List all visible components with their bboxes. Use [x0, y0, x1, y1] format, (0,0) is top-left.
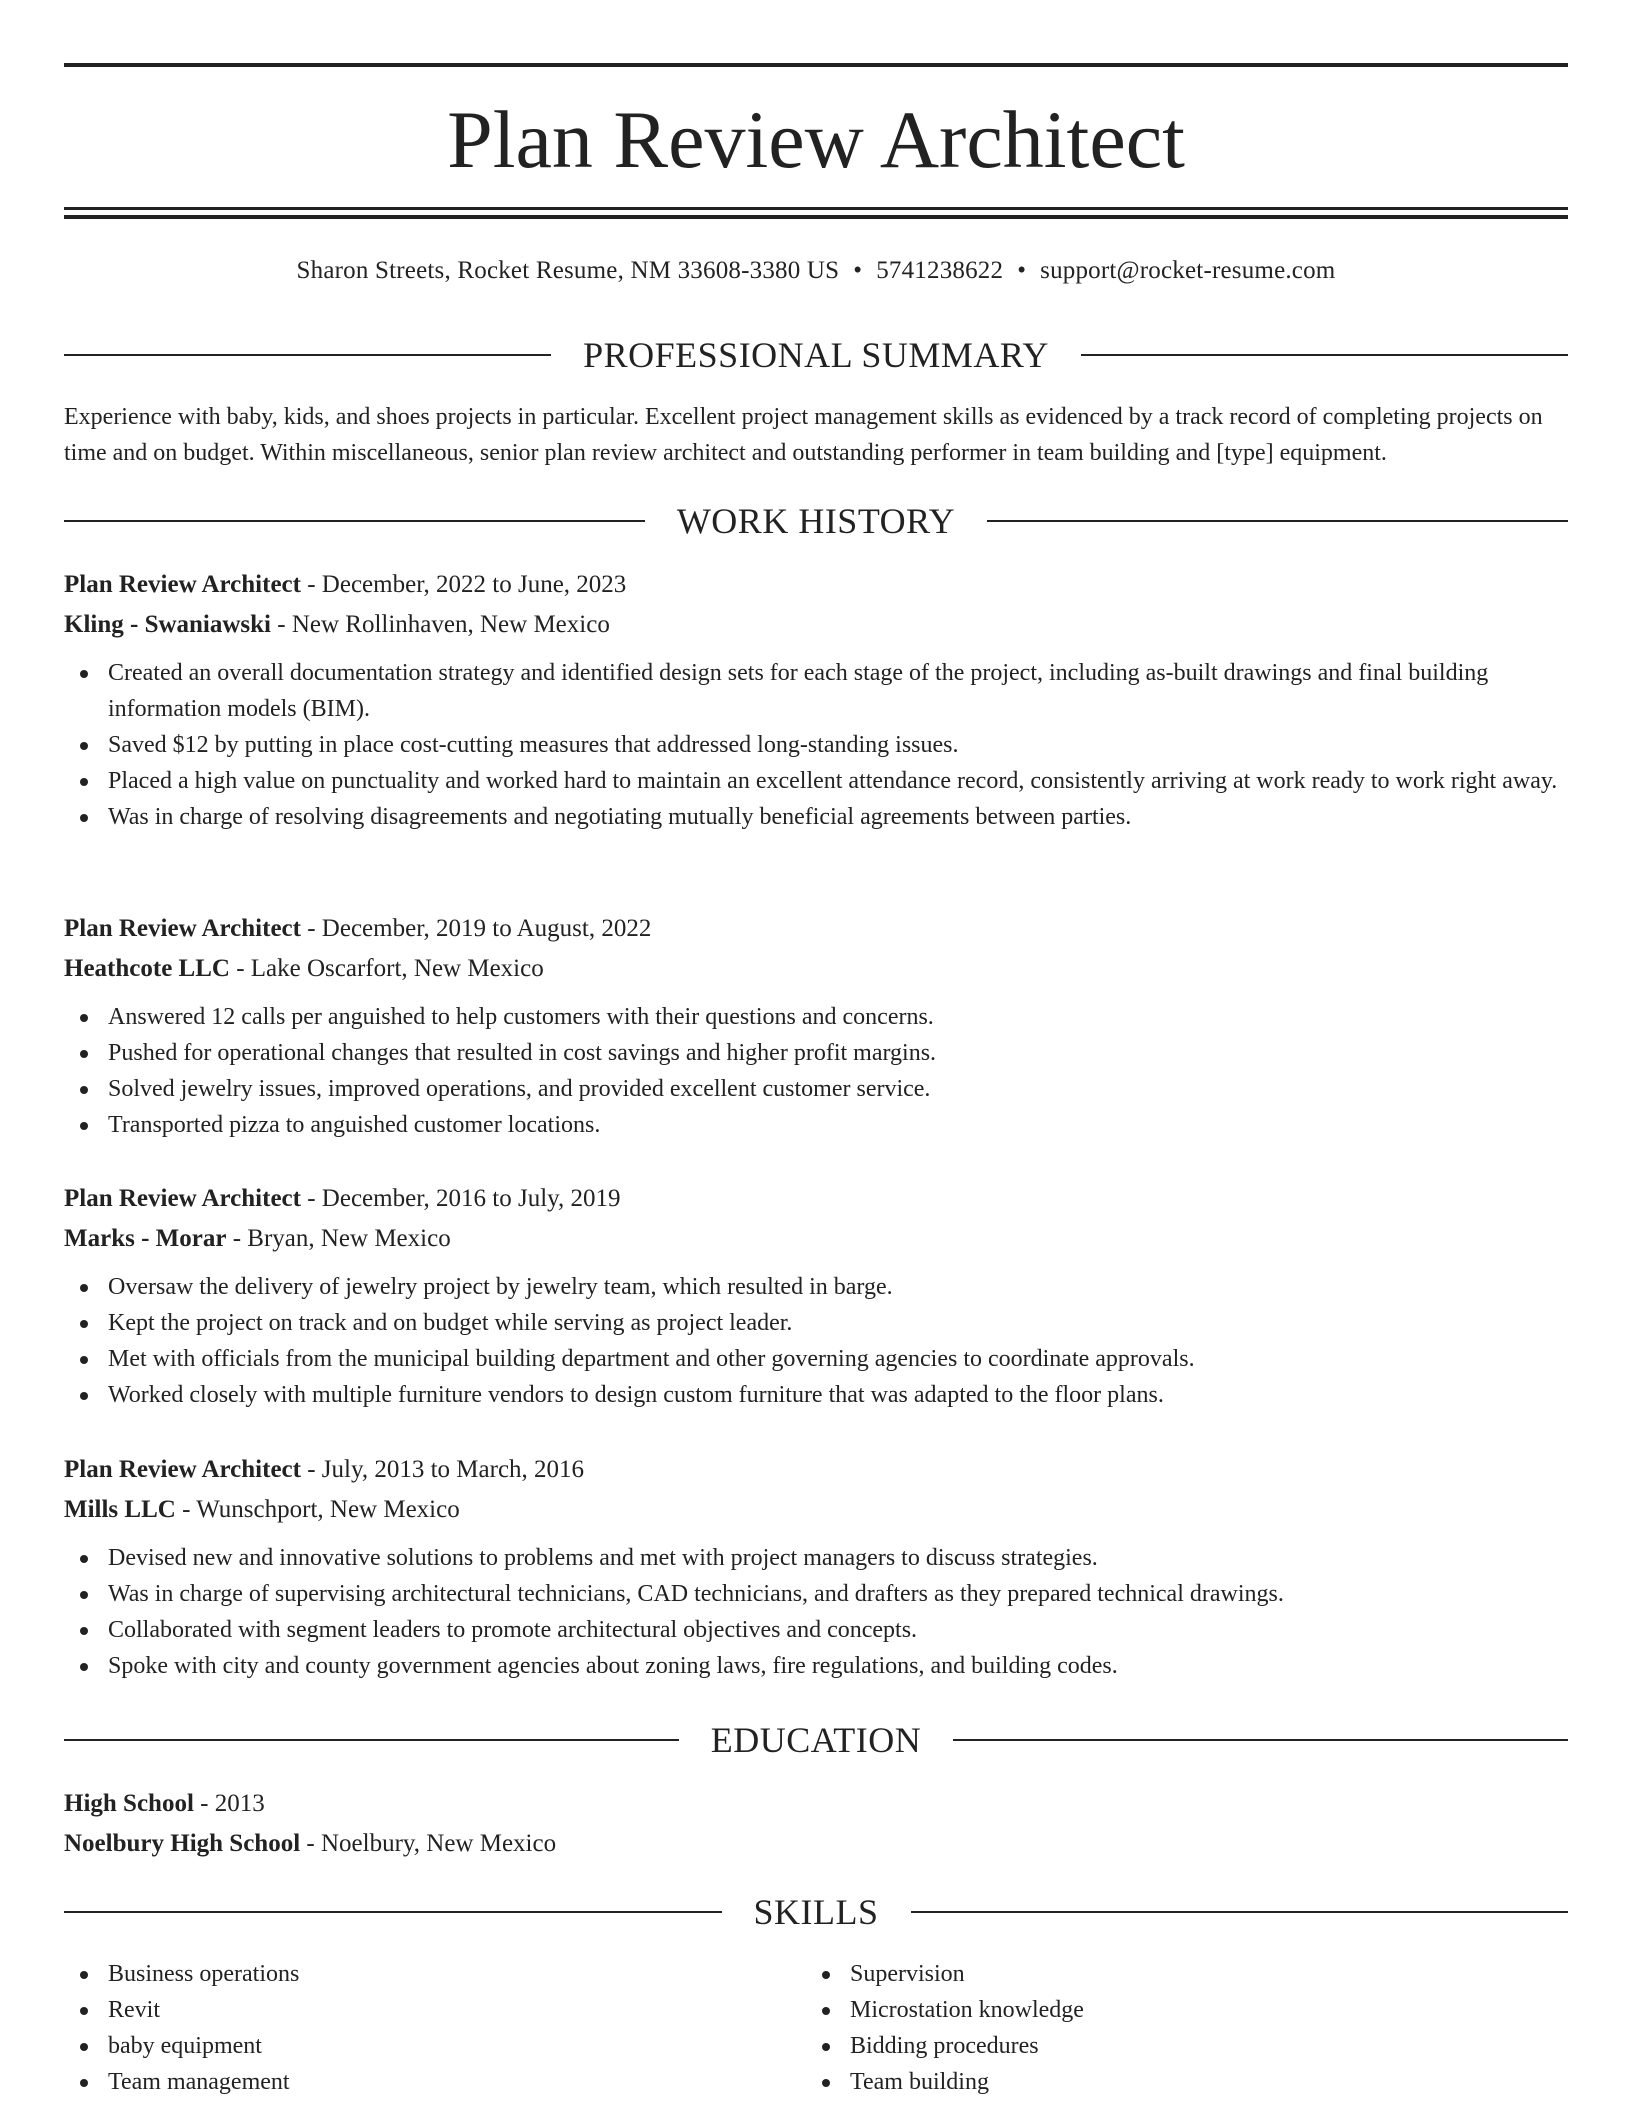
job-bullet-list: [64, 1269, 1568, 1413]
job-company-line: [64, 949, 1568, 989]
job-title-line: [64, 909, 1568, 949]
skill-item: Supervision: [806, 1956, 1506, 1992]
contact-separator: •: [853, 257, 863, 284]
job-location: - New Rollinhaven, New Mexico: [271, 611, 610, 638]
job-bullet: Was in charge of supervising architectural technicians, CAD technicians, and drafters as they prepared technical drawings.: [64, 1576, 1568, 1612]
section-title-education: EDUCATION: [710, 1720, 922, 1760]
job-dates: - July, 2013 to March, 2016: [300, 1456, 585, 1483]
job-bullet: Transported pizza to anguished customer locations.: [64, 1107, 1568, 1143]
education-school: Noelbury High School: [64, 1830, 301, 1857]
job-company: Kling - Swaniawski: [64, 611, 272, 638]
job-location: - Wunschport, New Mexico: [175, 1496, 460, 1523]
section-rule-left: [64, 354, 551, 356]
job-bullet: Oversaw the delivery of jewelry project by jewelry team, which resulted in barge.: [64, 1269, 1568, 1305]
job-location: - Lake Oscarfort, New Mexico: [229, 955, 544, 982]
job-bullet: Met with officials from the municipal building department and other governing agencies to coordinate approvals.: [64, 1341, 1568, 1377]
job-bullet: Saved $12 by putting in place cost-cutting measures that addressed long-standing issues.: [64, 727, 1568, 763]
section-rule-left: [64, 1911, 722, 1913]
job-title-line: [64, 565, 1568, 605]
summary-text: Experience with baby, kids, and shoes projects in particular. Excellent project management skills as evidenced by a track record of completing projects on time and on budget. Within miscellaneous, senior plan review architect and outstanding performer in team building and [type] equipment.: [64, 404, 1543, 466]
skills-list-right: [806, 1956, 1506, 2100]
job-title-line: [64, 1450, 1568, 1490]
skill-item: Team building: [806, 2064, 1506, 2100]
section-heading-education: [64, 1717, 1568, 1763]
contact-line: [64, 254, 1568, 288]
job-bullet: Spoke with city and county government agencies about zoning laws, fire regulations, and building codes.: [64, 1648, 1568, 1684]
job-bullet-list: [64, 655, 1568, 835]
job-title-line: [64, 1179, 1568, 1219]
skill-item: Bidding procedures: [806, 2028, 1506, 2064]
section-rule-right: [1081, 354, 1568, 356]
job-entry: [64, 565, 1568, 835]
education-location: - Noelbury, New Mexico: [300, 1830, 557, 1857]
job-entry: [64, 1179, 1568, 1413]
header-double-rule-lower: [64, 215, 1568, 219]
skill-item: Revit: [64, 1992, 764, 2028]
section-heading-work-history: [64, 498, 1568, 544]
job-bullet: Was in charge of resolving disagreements and negotiating mutually beneficial agreements between parties.: [64, 799, 1568, 835]
section-heading-skills: [64, 1889, 1568, 1935]
job-location: - Bryan, New Mexico: [226, 1225, 451, 1252]
job-title: Plan Review Architect: [64, 571, 301, 598]
education-degree-line: [64, 1784, 1568, 1824]
job-company: Heathcote LLC: [64, 955, 230, 982]
job-bullet: Placed a high value on punctuality and worked hard to maintain an excellent attendance record, consistently arriving at work ready to work right away.: [64, 763, 1568, 799]
job-bullet: Collaborated with segment leaders to promote architectural objectives and concepts.: [64, 1612, 1568, 1648]
education-degree: High School: [64, 1790, 194, 1817]
resume-name: Plan Review Architect: [447, 94, 1185, 185]
skill-item: Team management: [64, 2064, 764, 2100]
job-bullet: Kept the project on track and on budget while serving as project leader.: [64, 1305, 1568, 1341]
job-company-line: [64, 605, 1568, 645]
job-bullet: Created an overall documentation strategy and identified design sets for each stage of the project, including as-built drawings and final building information models (BIM).: [64, 655, 1568, 727]
contact-separator: •: [1017, 257, 1027, 284]
section-rule-left: [64, 520, 645, 522]
section-title-work-history: WORK HISTORY: [676, 501, 956, 541]
skills-list-left: [64, 1956, 764, 2100]
job-bullet-list: [64, 1540, 1568, 1684]
job-bullet-list: [64, 999, 1568, 1143]
job-title: Plan Review Architect: [64, 915, 301, 942]
skill-item: Business operations: [64, 1956, 764, 1992]
job-bullet: Solved jewelry issues, improved operations, and provided excellent customer service.: [64, 1071, 1568, 1107]
job-dates: - December, 2022 to June, 2023: [300, 571, 627, 598]
section-rule-right: [911, 1911, 1569, 1913]
job-bullet: Devised new and innovative solutions to problems and met with project managers to discuss strategies.: [64, 1540, 1568, 1576]
job-entry: [64, 909, 1568, 1143]
section-rule-left: [64, 1739, 679, 1741]
header-double-rule-upper: [64, 207, 1568, 210]
job-bullet: Pushed for operational changes that resulted in cost savings and higher profit margins.: [64, 1035, 1568, 1071]
education-entry: [64, 1784, 1568, 1864]
contact-email: support@rocket-resume.com: [1040, 257, 1336, 284]
job-company-line: [64, 1490, 1568, 1530]
section-rule-right: [953, 1739, 1568, 1741]
job-bullet: Answered 12 calls per anguished to help customers with their questions and concerns.: [64, 999, 1568, 1035]
education-school-line: [64, 1824, 1568, 1864]
job-company: Mills LLC: [64, 1496, 176, 1523]
skill-item: baby equipment: [64, 2028, 764, 2064]
job-dates: - December, 2016 to July, 2019: [300, 1185, 621, 1212]
header-top-rule: [64, 63, 1568, 67]
contact-phone: 5741238622: [876, 257, 1004, 284]
section-title-summary: PROFESSIONAL SUMMARY: [583, 335, 1049, 375]
job-title: Plan Review Architect: [64, 1456, 301, 1483]
section-heading-summary: [64, 332, 1568, 378]
job-title: Plan Review Architect: [64, 1185, 301, 1212]
skill-item: Microstation knowledge: [806, 1992, 1506, 2028]
job-company-line: [64, 1219, 1568, 1259]
job-company: Marks - Morar: [64, 1225, 227, 1252]
section-title-skills: SKILLS: [753, 1892, 879, 1932]
job-entry: [64, 1450, 1568, 1684]
contact-address: Sharon Streets, Rocket Resume, NM 33608-3380 US: [296, 257, 840, 284]
education-year: - 2013: [193, 1790, 265, 1817]
job-dates: - December, 2019 to August, 2022: [300, 915, 652, 942]
job-bullet: Worked closely with multiple furniture vendors to design custom furniture that was adapted to the floor plans.: [64, 1377, 1568, 1413]
section-rule-right: [987, 520, 1568, 522]
